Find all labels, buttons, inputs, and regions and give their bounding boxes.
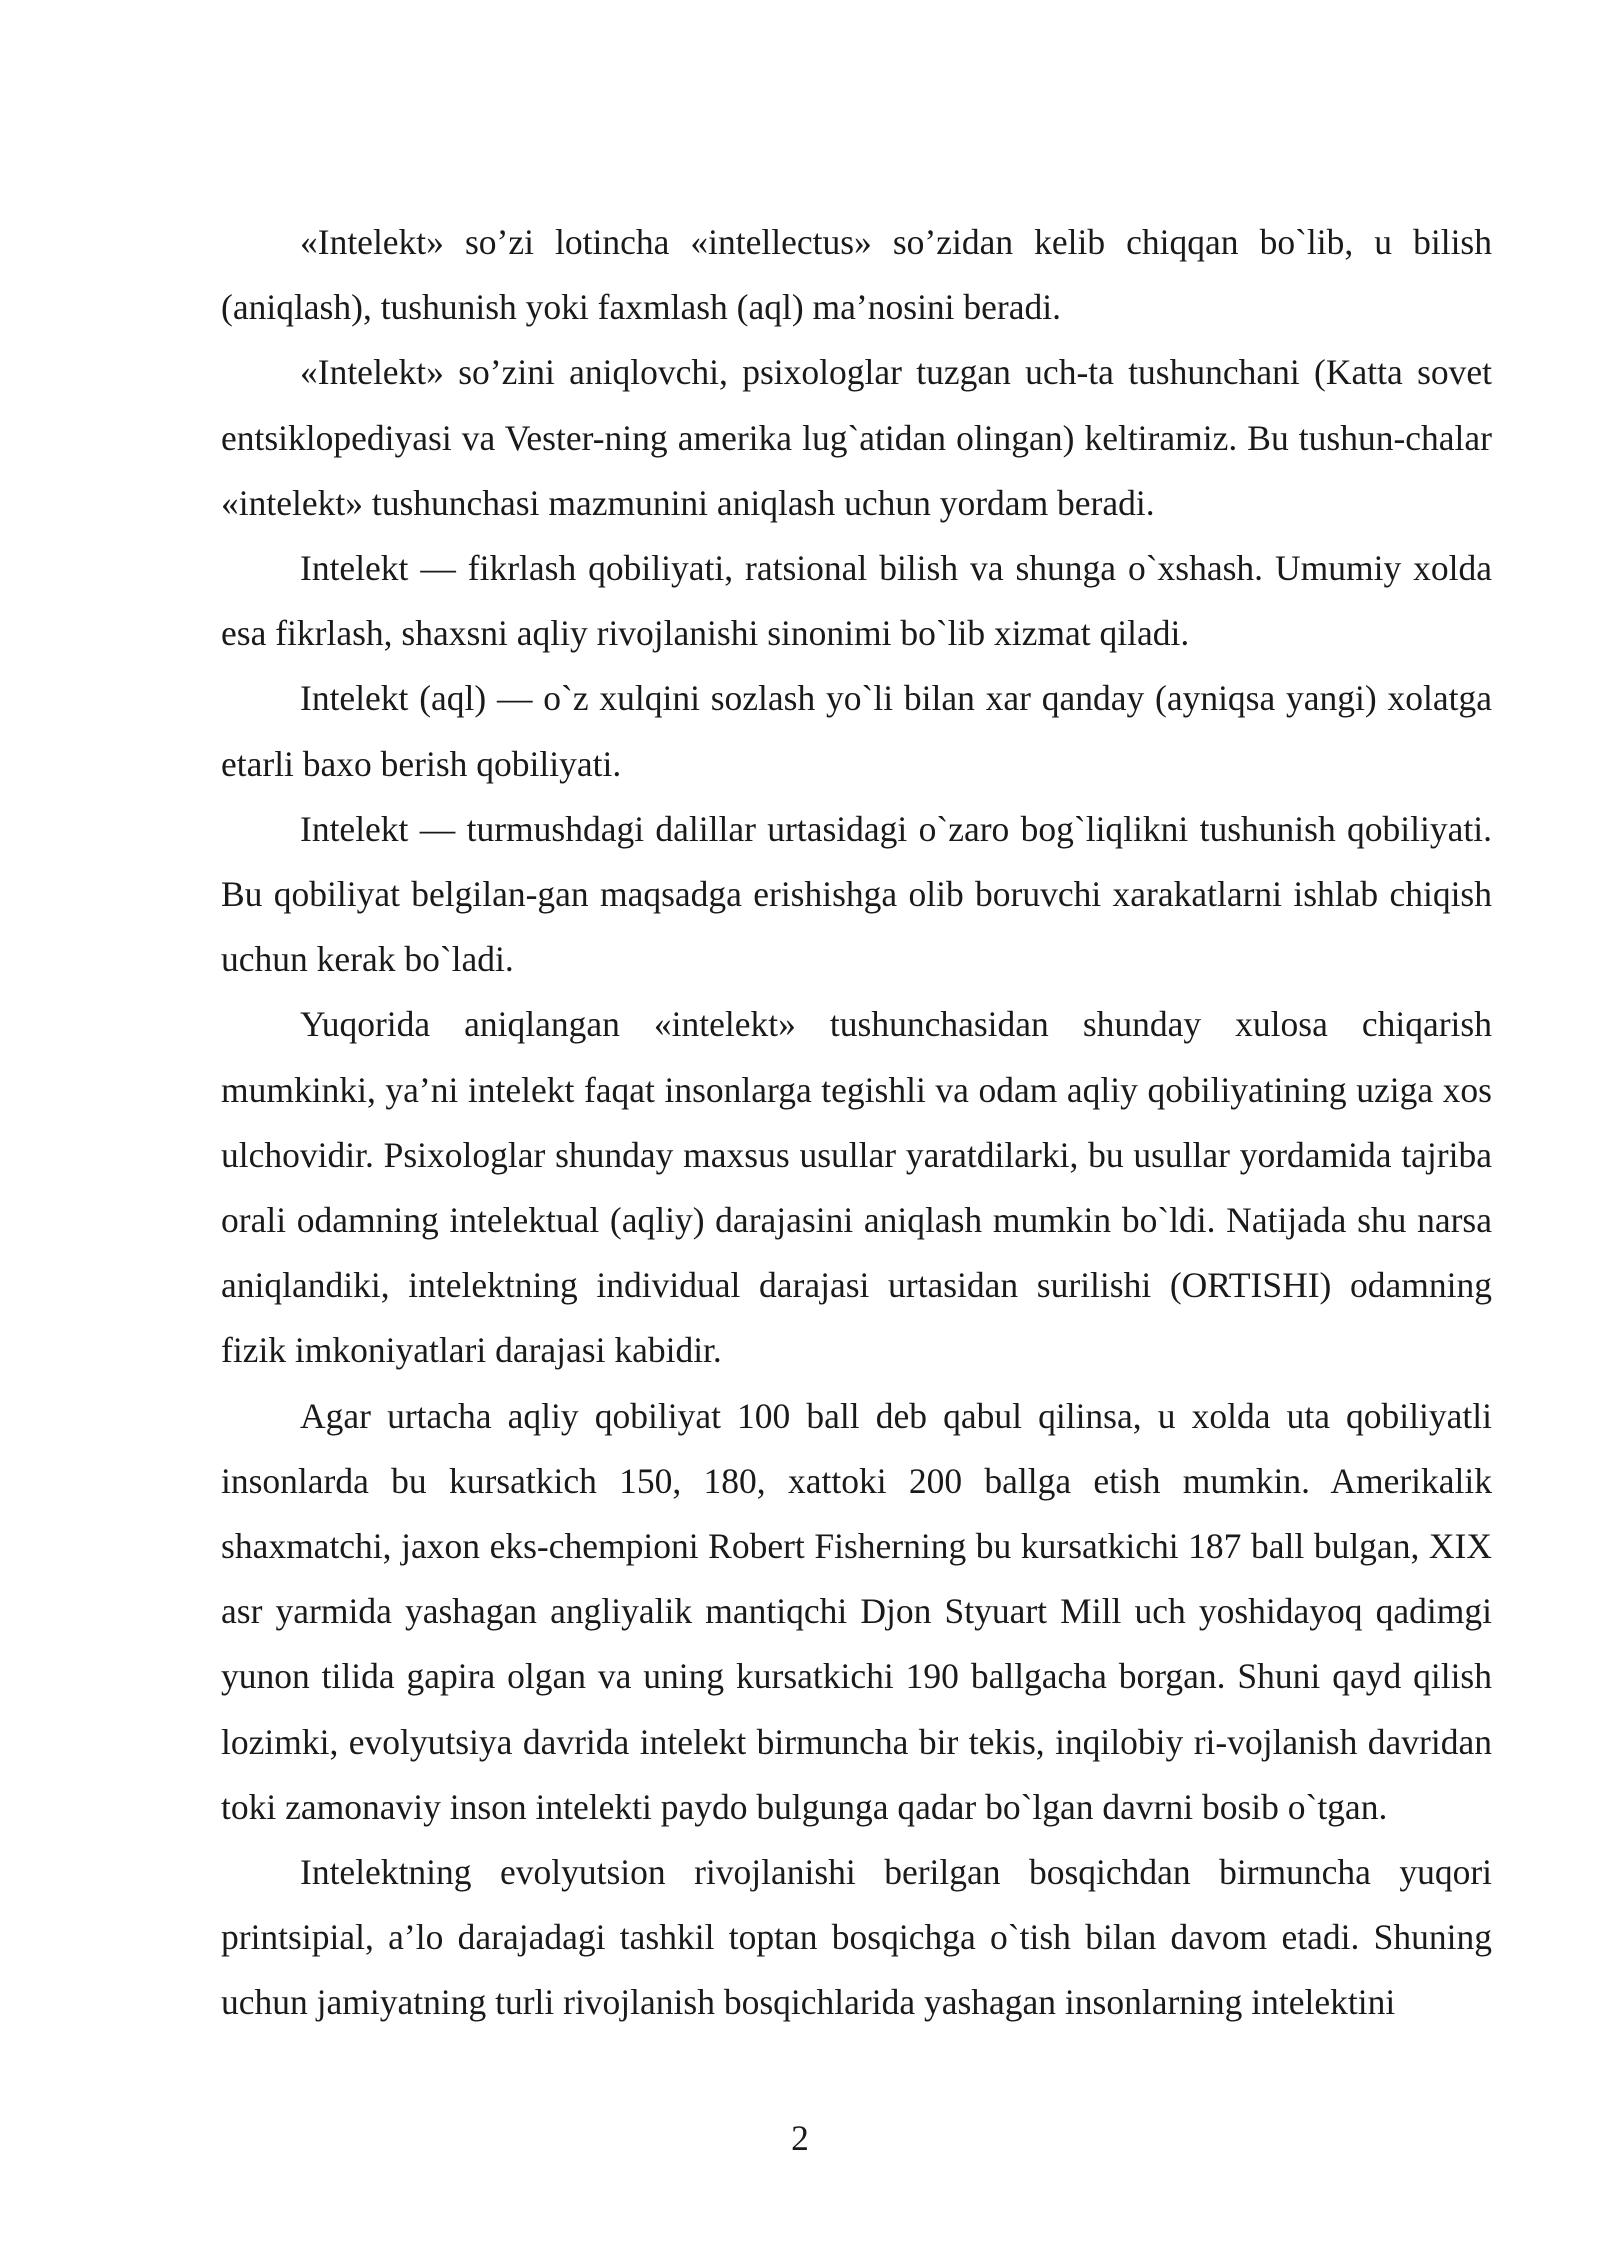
paragraph-conclusion: Yuqorida aniqlangan «intelekt» tushunchasidan shunday xulosa chiqarish mumkinki, ya’ni intelekt faqat insonlarga tegishli va odam aqliy qobiliyatining uziga xos ulchovidir. Psixologlar shunday maxsus usullar yaratdilarki, bu usullar yordamida tajriba orali odamning intelektual (aqliy) darajasini aniqlash mumkin bo`ldi. Natijada shu narsa aniqlandiki, intelektning individual darajasi urtasidan surilishi (ORTISHI) odamning fizik imkoniyatlari darajasi kabidir.	[221, 1004, 1492, 1371]
paragraph-definition-assessment: Intelekt (aql) — o`z xulqini sozlash yo`li bilan xar qanday (ayniqsa yangi) xolatga etarli baxo berish qobiliyati.	[221, 678, 1492, 784]
paragraph-definition-thinking: Intelekt — fikrlash qobiliyati, ratsional bilish va shunga o`xshash. Umumiy xolda esa fikrlash, shaxsni aqliy rivojlanishi sinonimi bo`lib xizmat qiladi.	[221, 548, 1492, 654]
paragraph-definition-understanding: Intelekt — turmushdagi dalillar urtasidagi o`zaro bog`liqlikni tushunish qobiliyati. Bu qobiliyat belgilan-gan maqsadga erishishga olib boruvchi xarakatlarni ishlab chiqish uchun kerak bo`ladi.	[221, 808, 1492, 980]
paragraph-intellect-etymology: «Intelekt» so’zi lotincha «intellectus» so’zidan kelib chiqqan bo`lib, u bilish (aniqlash), tushunish yoki faxmlash (aql) ma’nosini beradi.	[221, 222, 1492, 328]
paragraph-intellect-definitions-intro: «Intelekt» so’zini aniqlovchi, psixologlar tuzgan uch-ta tushunchani (Katta sovet entsiklopediyasi va Vester-ning amerika lug`atidan olingan) keltiramiz. Bu tushun-chalar «intelekt» tushunchasi mazmunini aniqlash uchun yordam beradi.	[221, 352, 1492, 523]
body-text	[221, 210, 1492, 2036]
page-number: 2	[791, 2118, 809, 2158]
paragraph-evolution: Intelektning evolyutsion rivojlanishi berilgan bosqichdan birmuncha yuqori printsipial, a’lo darajadagi tashkil toptan bosqichga o`tish bilan davom etadi. Shuning uchun jamiyatning turli rivojlanish bosqichlarida yashagan insonlarning intelektini	[221, 1852, 1492, 2023]
paragraph-iq-scores: Agar urtacha aqliy qobiliyat 100 ball deb qabul qilinsa, u xolda uta qobiliyatli insonlarda bu kursatkich 150, 180, xattoki 200 ballga etish mumkin. Amerikalik shaxmatchi, jaxon eks-chempioni Robert Fisherning bu kursatkichi 187 ball bulgan, XIX asr yarmida yashagan angliyalik mantiqchi Djon Styuart Mill uch yoshidayoq qadimgi yunon tilida gapira olgan va uning kursatkichi 190 ballgacha borgan. Shuni qayd qilish lozimki, evolyutsiya davrida intelekt birmuncha bir tekis, inqilobiy ri-vojlanish davridan toki zamonaviy inson intelekti paydo bulgunga qadar bo`lgan davrni bosib o`tgan.	[221, 1395, 1492, 1827]
